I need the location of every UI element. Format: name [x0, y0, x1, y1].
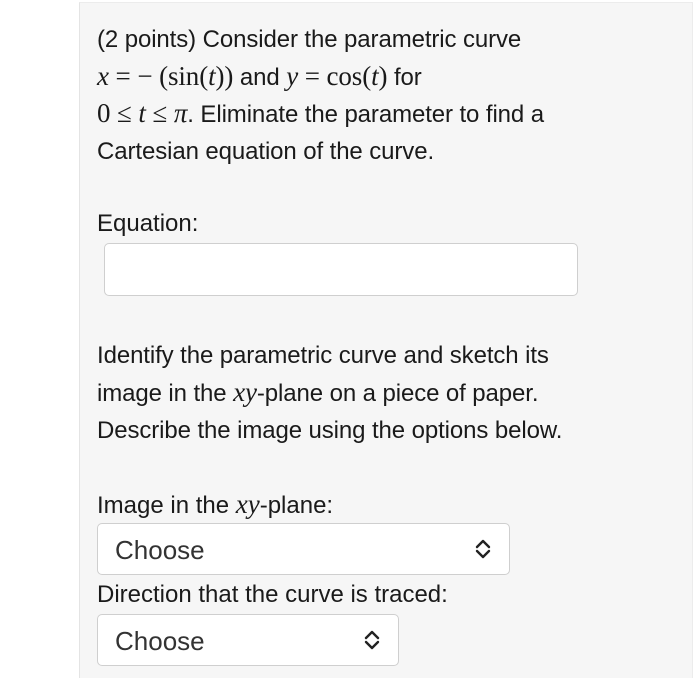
direction-select[interactable] [97, 614, 399, 666]
direction-select-value: Choose [115, 626, 205, 656]
question-line-2: x = − (sin(t)) and y = cos(t) for [97, 61, 422, 91]
identify-line-2: image in the xy-plane on a piece of paper. [97, 377, 539, 407]
question-line-1: (2 points) Consider the parametric curve [97, 26, 522, 53]
question-line-4: Cartesian equation of the curve. [97, 138, 435, 165]
points-label: (2 points) [97, 26, 197, 53]
direction-select-label: Direction that the curve is traced: [97, 581, 448, 608]
question-line-3: 0 ≤ t ≤ π. Eliminate the parameter to find a [97, 98, 544, 128]
image-select[interactable] [97, 523, 510, 575]
equation-label: Equation: [97, 210, 199, 237]
image-select-value: Choose [115, 535, 205, 565]
up-down-chevron-icon [473, 538, 493, 560]
identify-line-1: Identify the parametric curve and sketch its [97, 342, 549, 369]
equation-input[interactable] [104, 243, 578, 296]
identify-line-3: Describe the image using the options below. [97, 417, 563, 444]
up-down-chevron-icon [362, 629, 382, 651]
image-select-label: Image in the xy-plane: [97, 489, 334, 519]
